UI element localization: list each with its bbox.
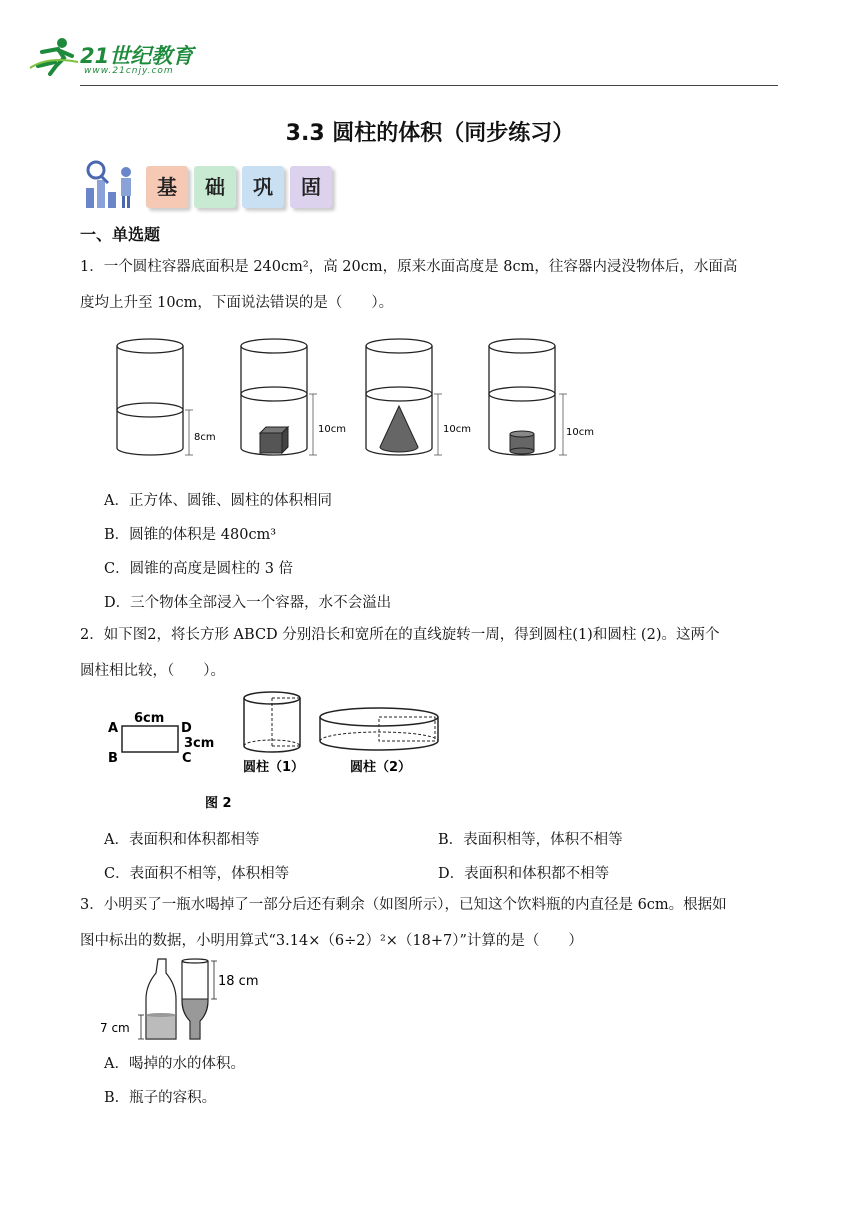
q3-label-7cm: 7 cm [100,1021,130,1035]
q1-stem [80,249,780,321]
q2-option-a: A．表面积和体积都相等 [104,832,260,848]
q1-cylinder-2 [241,339,346,455]
q1-cylinder-3 [366,339,471,455]
section-heading: 一、单选题 [80,225,161,244]
q3-option-b: B．瓶子的容积。 [104,1090,217,1106]
q1-option-c: C．圆锥的高度是圆柱的 3 倍 [104,561,294,577]
banner-badge-chu: 础 [194,166,236,208]
q2-option-c: C．表面积不相等，体积相等 [104,866,290,882]
bottle-upright [100,959,176,1039]
cube-shape [260,427,288,453]
cylinder-1-figure [243,692,304,775]
q2-option-b: B．表面积相等，体积不相等 [438,832,623,848]
svg-text:B: B [108,751,118,766]
q1-label-10cm-c: 10cm [566,427,594,438]
q1-option-d: D．三个物体全部浸入一个容器，水不会溢出 [104,595,392,611]
q1-figure [112,336,612,466]
q1-cylinder-1 [117,339,216,455]
q2-line2: 圆柱相比较，（ ）。 [80,663,225,679]
q2-option-d: D．表面积和体积都不相等 [438,866,610,882]
svg-text:圆柱（1）: 圆柱（1） [243,760,305,775]
logo-text: 21世纪教育 [80,44,194,68]
q2-line1: 2．如下图2，将长方形 ABCD 分别沿长和宽所在的直线旋转一周，得到圆柱(1)和圆柱 (2)。这两个 [80,627,720,643]
q2-figure [100,688,460,813]
page-title: 3.3 圆柱的体积（同步练习） [285,121,575,146]
bottle-inverted [182,959,259,1039]
svg-text:A: A [108,721,119,736]
q3-figure [98,955,298,1045]
banner-badge-gong: 巩 [242,166,284,208]
banner-badge-gu: 固 [290,166,332,208]
logo-url: www.21cnjy.com [84,66,174,76]
q2-stem [80,617,780,689]
q3-option-a: A．喝掉的水的体积。 [104,1056,245,1072]
q1-line2: 度均上升至 10cm，下面说法错误的是（ ）。 [80,295,394,311]
cylinder-2-figure [320,708,438,775]
svg-text:D: D [181,721,192,736]
cone-shape [380,406,418,452]
q1-option-b: B．圆锥的体积是 480cm³ [104,527,277,543]
study-figure-icon [82,160,138,210]
q1-line1: 1．一个圆柱容器底面积是 240cm²，高 20cm，原来水面高度是 8cm，往容器内浸没物体后，水面高 [80,259,738,275]
q1-cylinder-4 [489,339,594,455]
banner-badge-ji: 基 [146,166,188,208]
svg-text:C: C [182,751,192,766]
q1-label-8cm: 8cm [194,432,216,443]
small-cylinder-shape [510,431,534,454]
q3-line1: 3．小明买了一瓶水喝掉了一部分后还有剩余（如图所示），已知这个饮料瓶的内直径是 6cm。根据如 [80,897,727,913]
q2-figure-caption: 图 2 [205,796,232,811]
rectangle-abcd [108,711,214,766]
q1-label-10cm-b: 10cm [443,424,471,435]
header-rule [80,85,778,86]
q3-label-18cm: 18 cm [218,974,259,989]
q3-stem [80,887,780,959]
q3-line2: 图中标出的数据，小明用算式“3.14×（6÷2）²×（18+7）”计算的是（ ） [80,933,583,949]
runner-icon [28,36,80,76]
svg-text:3cm: 3cm [184,736,215,751]
q1-option-a: A．正方体、圆锥、圆柱的体积相同 [104,493,332,509]
q1-label-10cm-a: 10cm [318,424,346,435]
svg-text:6cm: 6cm [134,711,165,726]
svg-text:圆柱（2）: 圆柱（2） [350,760,412,775]
site-logo [28,36,198,78]
